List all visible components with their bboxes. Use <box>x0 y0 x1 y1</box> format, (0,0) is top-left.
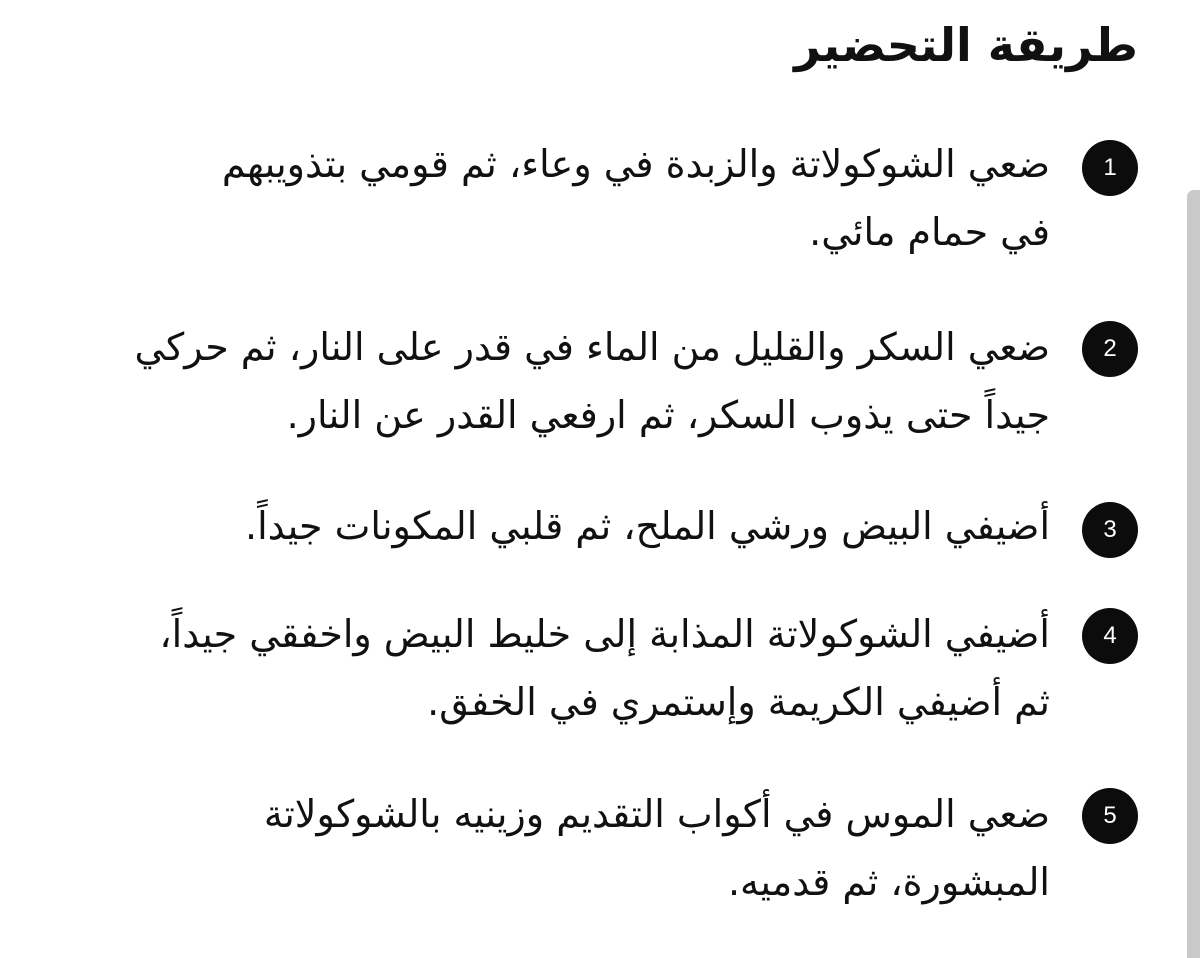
step-line: أضيفي الشوكولاتة المذابة إلى خليط البيض واخفقي جيداً، <box>159 612 1050 656</box>
step-text <box>70 492 1050 560</box>
scrollbar[interactable] <box>1187 190 1200 958</box>
step-number-badge: 2 <box>1082 321 1138 377</box>
step-number-badge: 1 <box>1082 140 1138 196</box>
step-line: ضعي الموس في أكواب التقديم وزينيه بالشوكولاتة <box>263 792 1050 836</box>
step-5 <box>78 780 1138 920</box>
section-title: طريقة التحضير <box>794 18 1138 72</box>
step-line: أضيفي البيض ورشي الملح، ثم قلبي المكونات جيداً. <box>245 504 1050 548</box>
step-text <box>70 130 1050 266</box>
step-text <box>70 313 1050 449</box>
step-line: ضعي الشوكولاتة والزبدة في وعاء، ثم قومي بتذويبهم <box>221 142 1050 186</box>
step-line: ضعي السكر والقليل من الماء في قدر على النار، ثم حركي <box>134 325 1050 369</box>
step-3 <box>78 492 1138 564</box>
step-number-badge: 5 <box>1082 788 1138 844</box>
step-text <box>70 780 1050 916</box>
step-number-badge: 4 <box>1082 608 1138 664</box>
step-line: المبشورة، ثم قدميه. <box>727 860 1050 904</box>
step-1 <box>78 130 1138 270</box>
step-text <box>70 600 1050 736</box>
step-line: جيداً حتى يذوب السكر، ثم ارفعي القدر عن النار. <box>286 393 1050 437</box>
step-4 <box>78 600 1138 740</box>
step-line: ثم أضيفي الكريمة وإستمري في الخفق. <box>427 680 1050 724</box>
step-2 <box>78 313 1138 453</box>
step-line: في حمام مائي. <box>809 210 1050 254</box>
step-number-badge: 3 <box>1082 502 1138 558</box>
